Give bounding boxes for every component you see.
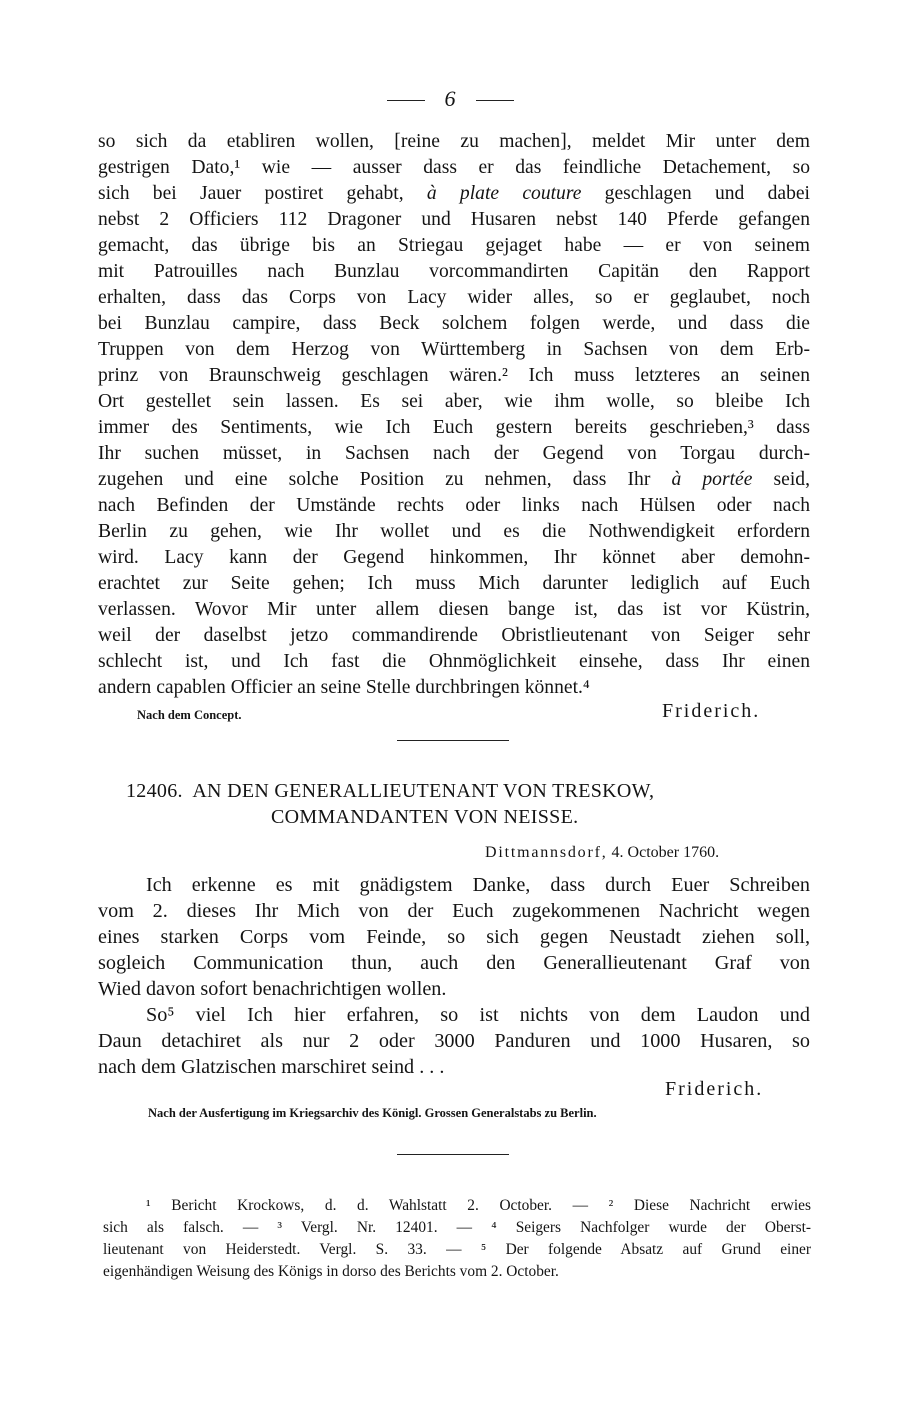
signature: Friderich. (665, 1078, 764, 1100)
body-line: verlassen. Wovor Mir unter allem diesen bange ist, das ist vor Küstrin, (98, 599, 810, 620)
italic-phrase: à plate couture (426, 183, 582, 204)
body-line: wird. Lacy kann der Gegend hinkommen, Ihr könnet aber demohn- (98, 547, 810, 568)
place-name: Dittmannsdorf, (485, 844, 608, 861)
letter-line: vom 2. dieses Ihr Mich von der Euch zugekommenen Nachricht wegen (98, 900, 810, 922)
letter-line: nach dem Glatzischen marschiret seind . . . (98, 1056, 445, 1078)
letter-date: 4. October 1760. (611, 844, 720, 861)
letter-line: eines starken Corps vom Feinde, so sich gegen Neustadt ziehen soll, (98, 926, 810, 948)
signature: Friderich. (662, 700, 761, 722)
letter-line: Ich erkenne es mit gnädigstem Danke, dass durch Euer Schreiben (146, 874, 810, 896)
body-line: gestrigen Dato,¹ wie — ausser dass er das feindliche Detachement, so (98, 157, 810, 178)
letter-line: So⁵ viel Ich hier erfahren, so ist nichts von dem Laudon und (146, 1004, 810, 1026)
body-line: zugehen und eine solche Position zu nehmen, dass Ihr à portée seid, (98, 469, 810, 490)
body-line: immer des Sentiments, wie Ich Euch gestern bereits geschrieben,³ dass (98, 417, 810, 438)
body-line: nach Befinden der Umstände rechts oder links nach Hülsen oder nach (98, 495, 810, 516)
body-line: Truppen von dem Herzog von Württemberg in Sachsen von dem Erb- (98, 339, 810, 360)
letter-number: 12406. (126, 780, 183, 802)
body-line: erachtet zur Seite gehen; Ich muss Mich darunter lediglich auf Euch (98, 573, 810, 594)
body-line: gemacht, das übrige bis an Striegau gejaget habe — er von seinem (98, 235, 810, 256)
page-number (0, 86, 900, 112)
body-line: mit Patrouilles nach Bunzlau vorcommandirten Capitän den Rapport (98, 261, 810, 282)
footnote-line: sich als falsch. — ³ Vergl. Nr. 12401. — ⁴ Seigers Nachfolger wurde der Oberst- (103, 1219, 811, 1236)
letter-line: sogleich Communication thun, auch den Generallieutenant Graf von (98, 952, 810, 974)
body-line-last: andern capablen Officier an seine Stelle durchbringen könnet.⁴ (98, 677, 590, 698)
body-line: bei Bunzlau campire, dass Beck solchem folgen werde, und dass die (98, 313, 810, 334)
body-line: sich bei Jauer postiret gehabt, à plate couture geschlagen und dabei (98, 183, 811, 204)
body-line: so sich da etabliren wollen, [reine zu machen], meldet Mir unter dem (98, 131, 810, 152)
body-line: erhalten, dass das Corps von Lacy wider alles, so er geglaubet, noch (98, 287, 810, 308)
body-line: Ort gestellet sein lassen. Es sei aber, wie ihm wolle, so bleibe Ich (98, 391, 810, 412)
footnote-line: lieutenant von Heiderstedt. Vergl. S. 33. — ⁵ Der folgende Absatz auf Grund einer (103, 1241, 811, 1258)
letter-heading-line-2: COMMANDANTEN VON NEISSE. (271, 806, 579, 828)
place-and-date (485, 844, 719, 862)
letter-line: Wied davon sofort benachrichtigen wollen. (98, 978, 447, 1000)
body-line: prinz von Braunschweig geschlagen wären.² Ich muss letzteres an seinen (98, 365, 810, 386)
body-line: nebst 2 Officiers 112 Dragoner und Husaren nebst 140 Pferde gefangen (98, 209, 810, 230)
page-number-right-dash (476, 100, 514, 101)
letter-heading-line-1 (126, 780, 654, 803)
separator-rule (397, 740, 509, 741)
italic-phrase: à portée (671, 469, 753, 490)
source-note-archive: Nach der Ausfertigung im Kriegsarchiv des Königl. Grossen Generalstabs zu Berlin. (148, 1106, 597, 1120)
body-line: Ihr suchen müsset, in Sachsen nach der Gegend von Torgau durch- (98, 443, 810, 464)
source-note-concept: Nach dem Concept. (137, 708, 242, 722)
page-number-value: 6 (444, 86, 456, 111)
letter-addressee: AN DEN GENERALLIEUTENANT VON TRESKOW, (192, 780, 655, 802)
footnote-separator-rule (397, 1154, 509, 1155)
footnote-line: eigenhändigen Weisung des Königs in dorso des Berichts vom 2. October. (103, 1263, 559, 1280)
letter-line: Daun detachiret als nur 2 oder 3000 Panduren und 1000 Husaren, so (98, 1030, 810, 1052)
body-line: schlecht ist, und Ich fast die Ohnmöglichkeit einsehe, dass Ihr einen (98, 651, 810, 672)
page-number-left-dash (387, 100, 425, 101)
body-line: weil der daselbst jetzo commandirende Obristlieutenant von Seiger sehr (98, 625, 810, 646)
body-line: Berlin zu gehen, wie Ihr wollet und es die Nothwendigkeit erfordern (98, 521, 810, 542)
footnote-line: ¹ Bericht Krockows, d. d. Wahlstatt 2. October. — ² Diese Nachricht erwies (146, 1197, 811, 1214)
